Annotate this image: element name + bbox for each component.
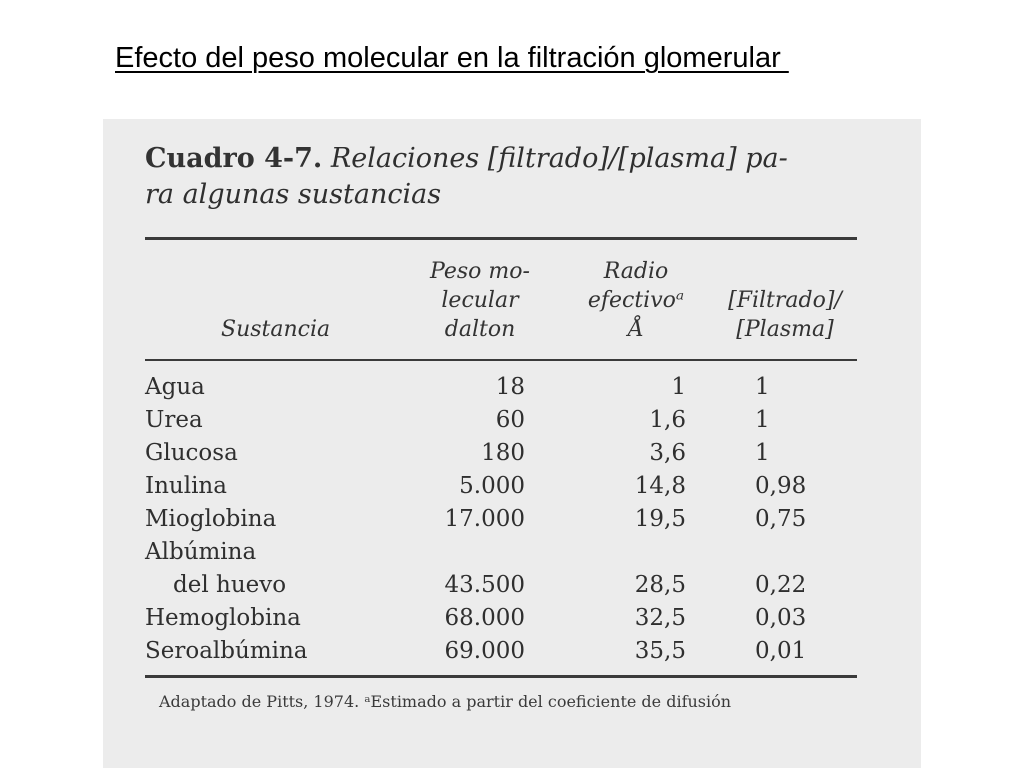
header-radio-line1: Radio [603,259,669,284]
cell-peso: 5.000 [459,473,525,499]
bottom-rule [145,675,857,678]
cell-sustancia: Seroalbúmina [145,638,308,664]
cell-peso: 69.000 [444,638,525,664]
cell-sustancia: Mioglobina [145,506,277,532]
cell-sustancia: del huevo [173,572,287,598]
top-rule [145,237,857,240]
cell-sustancia: Albúmina [145,539,257,565]
caption-number: Cuadro 4-7. [145,143,323,174]
scanned-table-image [103,119,921,768]
cell-radio: 1 [671,374,686,400]
cell-radio: 14,8 [634,473,686,499]
caption-text-line2: ra algunas sustancias [145,179,442,210]
table-row [103,404,921,437]
caption-text-line1: Relaciones [filtrado]/[plasma] pa- [330,143,788,174]
cell-radio: 28,5 [634,572,686,598]
cell-ratio: 0,22 [755,572,807,598]
cell-ratio: 1 [755,374,770,400]
table-footnote: Adaptado de Pitts, 1974. ᵃEstimado a partir del coeficiente de difusión [159,692,732,711]
header-ratio-line1: [Filtrado]/ [728,288,842,313]
cell-ratio: 1 [755,407,770,433]
cell-peso: 18 [495,374,525,400]
header-peso-line2: lecular [441,288,519,313]
header-peso-line3: dalton [444,317,516,342]
table-row [103,437,921,470]
header-radio-line2: efectivoᵃ [587,288,685,313]
cell-sustancia: Inulina [145,473,227,499]
header-sustancia: Sustancia [221,317,331,342]
table-row [103,470,921,503]
cell-radio: 32,5 [634,605,686,631]
table-row [103,371,921,404]
cell-ratio: 0,75 [755,506,807,532]
cell-ratio: 0,03 [755,605,807,631]
slide-title: Efecto del peso molecular en la filtración glomerular [115,42,789,74]
cell-peso: 17.000 [444,506,525,532]
cell-radio: 3,6 [649,440,686,466]
header-radio-line3: Å [628,317,644,342]
cell-sustancia: Glucosa [145,440,238,466]
cell-ratio: 0,98 [755,473,807,499]
table-caption [145,141,885,213]
header-rule [145,359,857,361]
cell-ratio: 0,01 [755,638,807,664]
header-radio [581,257,691,344]
cell-radio: 19,5 [634,506,686,532]
table-row [103,602,921,635]
header-ratio [715,286,855,344]
cell-radio: 1,6 [649,407,686,433]
header-peso [415,257,545,344]
header-ratio-line2: [Plasma] [736,317,834,342]
cell-peso: 60 [495,407,525,433]
cell-sustancia: Hemoglobina [145,605,301,631]
cell-radio: 35,5 [634,638,686,664]
header-peso-line1: Peso mo- [430,259,530,284]
table-row [103,536,921,569]
cell-ratio: 1 [755,440,770,466]
cell-peso: 43.500 [444,572,525,598]
table-row [103,635,921,668]
table-row [103,569,921,602]
cell-sustancia: Urea [145,407,203,433]
cell-sustancia: Agua [145,374,205,400]
cell-peso: 180 [481,440,525,466]
table-row [103,503,921,536]
cell-peso: 68.000 [444,605,525,631]
